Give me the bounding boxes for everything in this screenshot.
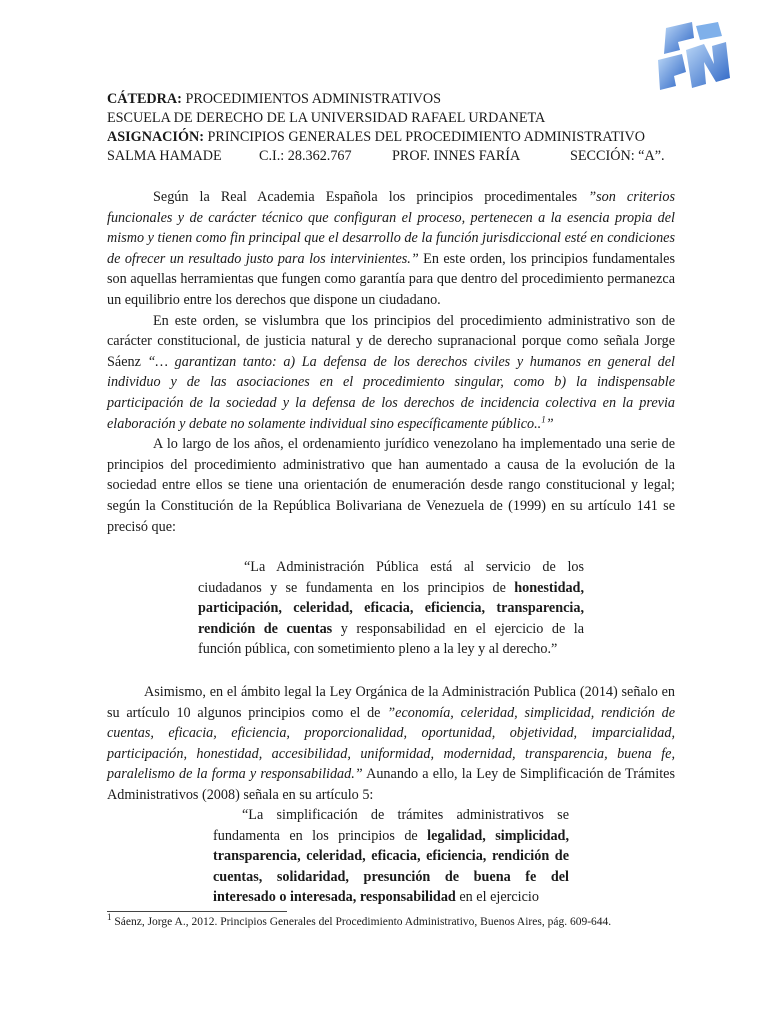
saenz-quote: “… garantizan tanto: a) La defensa de los derechos civiles y humanos en general del individuo y de las asociaciones en el procedimiento singular, como b) la indispensable participación de la sociedad y la defensa de los derechos de incidencia colectiva en la previa elaboración y debate no solamente individual sino específicamente público..$^1$” <box>107 353 675 432</box>
course-value: PROCEDIMIENTOS ADMINISTRATIVOS <box>181 91 441 107</box>
student-name: SALMA HAMADE <box>107 148 222 164</box>
body-text-top <box>107 187 675 537</box>
constitution-quote: “La Administración Pública está al servicio de los ciudadanos y se fundamenta en los principios de honestidad, participación, celeridad, eficacia, eficiencia, transparencia, rendición de cuentas y responsabilidad en el ejercicio de la función pública, con sometimiento pleno a la ley y al derecho.” <box>198 559 584 658</box>
school-line: ESCUELA DE DERECHO DE LA UNIVERSIDAD RAFAEL URDANETA <box>107 110 546 126</box>
assignment-value: PRINCIPIOS GENERALES DEL PROCEDIMIENTO ADMINISTRATIVO <box>203 129 645 145</box>
paragraph-1: Según la Real Academia Española los principios procedimentales ”son criterios funcionales y de carácter técnico que configuran el proceso, pertenecen a la esencia propia del mismo y tienen como fin principal que el desarrollo de la función jurisdiccional esté en condiciones de ofrecer un resultado justo para los intervinientes.” En este orden, los principios fundamentales son aquellas herramientas que fungen como garantía para que dentro del procedimiento permanezca un equilibrio entre los derechos que dispone un ciudadano. <box>107 189 675 308</box>
course-label: CÁTEDRA: <box>107 91 182 107</box>
section-label: SECCIÓN: “A”. <box>570 148 665 164</box>
footnote-ref: 1 <box>541 413 546 424</box>
document-header <box>107 90 667 166</box>
paragraph-4: Asimismo, en el ámbito legal la Ley Orgánica de la Administración Publica (2014) señalo en su artículo 10 algunos principios como el de ”economía, celeridad, simplicidad, rendición de cuentas, eficacia, eficiencia, proporcionalidad, oportunidad, objetividad, imparcialidad, participación, honestidad, accesibilidad, uniformidad, modernidad, transparencia, buena fe, paralelismo de la forma y responsabilidad.” Aunando a ello, la Ley de Simplificación de Trámites Administrativos (2008) señala en su artículo 5: <box>107 684 675 803</box>
university-logo <box>652 20 732 92</box>
student-id: C.I.: 28.362.767 <box>259 148 352 164</box>
paragraph-3: A lo largo de los años, el ordenamiento jurídico venezolano ha implementado una serie de principios del procedimiento administrativo que han aumentado a causa de la evolución de la sociedad entre ellos se tiene una orientación de enumeración desde rango constitucional y legal; según la Constitución de la República Bolivariana de Venezuela de (1999) en su artículo 141 se precisó que: <box>107 436 675 535</box>
loap-principles: ”economía, celeridad, simplicidad, rendición de cuentas, eficacia, eficiencia, proporcionalidad, oportunidad, objetividad, imparcialidad, participación, honestidad, accesibilidad, uniformidad, modernidad, transparencia, buena fe, paralelismo de la forma y responsabilidad.” <box>107 704 675 783</box>
rae-quote: ”son criterios funcionales y de carácter técnico que configuran el proceso, pertenecen a la esencia propia del mismo y tienen como fin principal que el desarrollo de la función jurisdiccional esté en condiciones de ofrecer un resultado justo para los intervinientes.” <box>107 189 675 267</box>
simplification-principles: legalidad, simplicidad, transparencia, celeridad, eficacia, eficiencia, rendición de cuentas, solidaridad, presunción de buena fe del interesado o interesada, responsabilidad <box>213 827 569 906</box>
constitution-principles: honestidad, participación, celeridad, eficacia, eficiencia, transparencia, rendición de cuentas <box>198 579 584 637</box>
simplification-law-quote: “La simplificación de trámites administrativos se fundamenta en los principios de legalidad, simplicidad, transparencia, celeridad, eficacia, eficiencia, rendición de cuentas, solidaridad, presunción de buena fe del interesado o interesada, responsabilidad en el ejercicio <box>213 807 569 906</box>
footnote-separator <box>107 911 287 912</box>
footnote-number: 1 <box>107 912 112 923</box>
body-text-middle <box>107 682 675 806</box>
paragraph-2: En este orden, se vislumbra que los principios del procedimiento administrativo son de carácter constitucional, de justicia natural y de derecho supranacional porque como señala Jorge Sáenz “… garantizan tanto: a) La defensa de los derechos civiles y humanos en general del individuo y de las asociaciones en el procedimiento singular, como b) la indispensable participación de la sociedad y la defensa de los derechos de incidencia colectiva en la previa elaboración y debate no solamente individual sino específicamente público..$^1$” <box>107 312 675 432</box>
footnote-text: Sáenz, Jorge A., 2012. Principios Generales del Procedimiento Administrativo, Buenos Aires, pág. 609-644. <box>111 916 612 928</box>
professor-name: PROF. INNES FARÍA <box>392 148 521 164</box>
student-info-line <box>107 147 667 166</box>
assignment-line <box>107 128 667 147</box>
assignment-label: ASIGNACIÓN: <box>107 129 204 145</box>
course-line <box>107 90 667 109</box>
footnote <box>107 912 612 928</box>
